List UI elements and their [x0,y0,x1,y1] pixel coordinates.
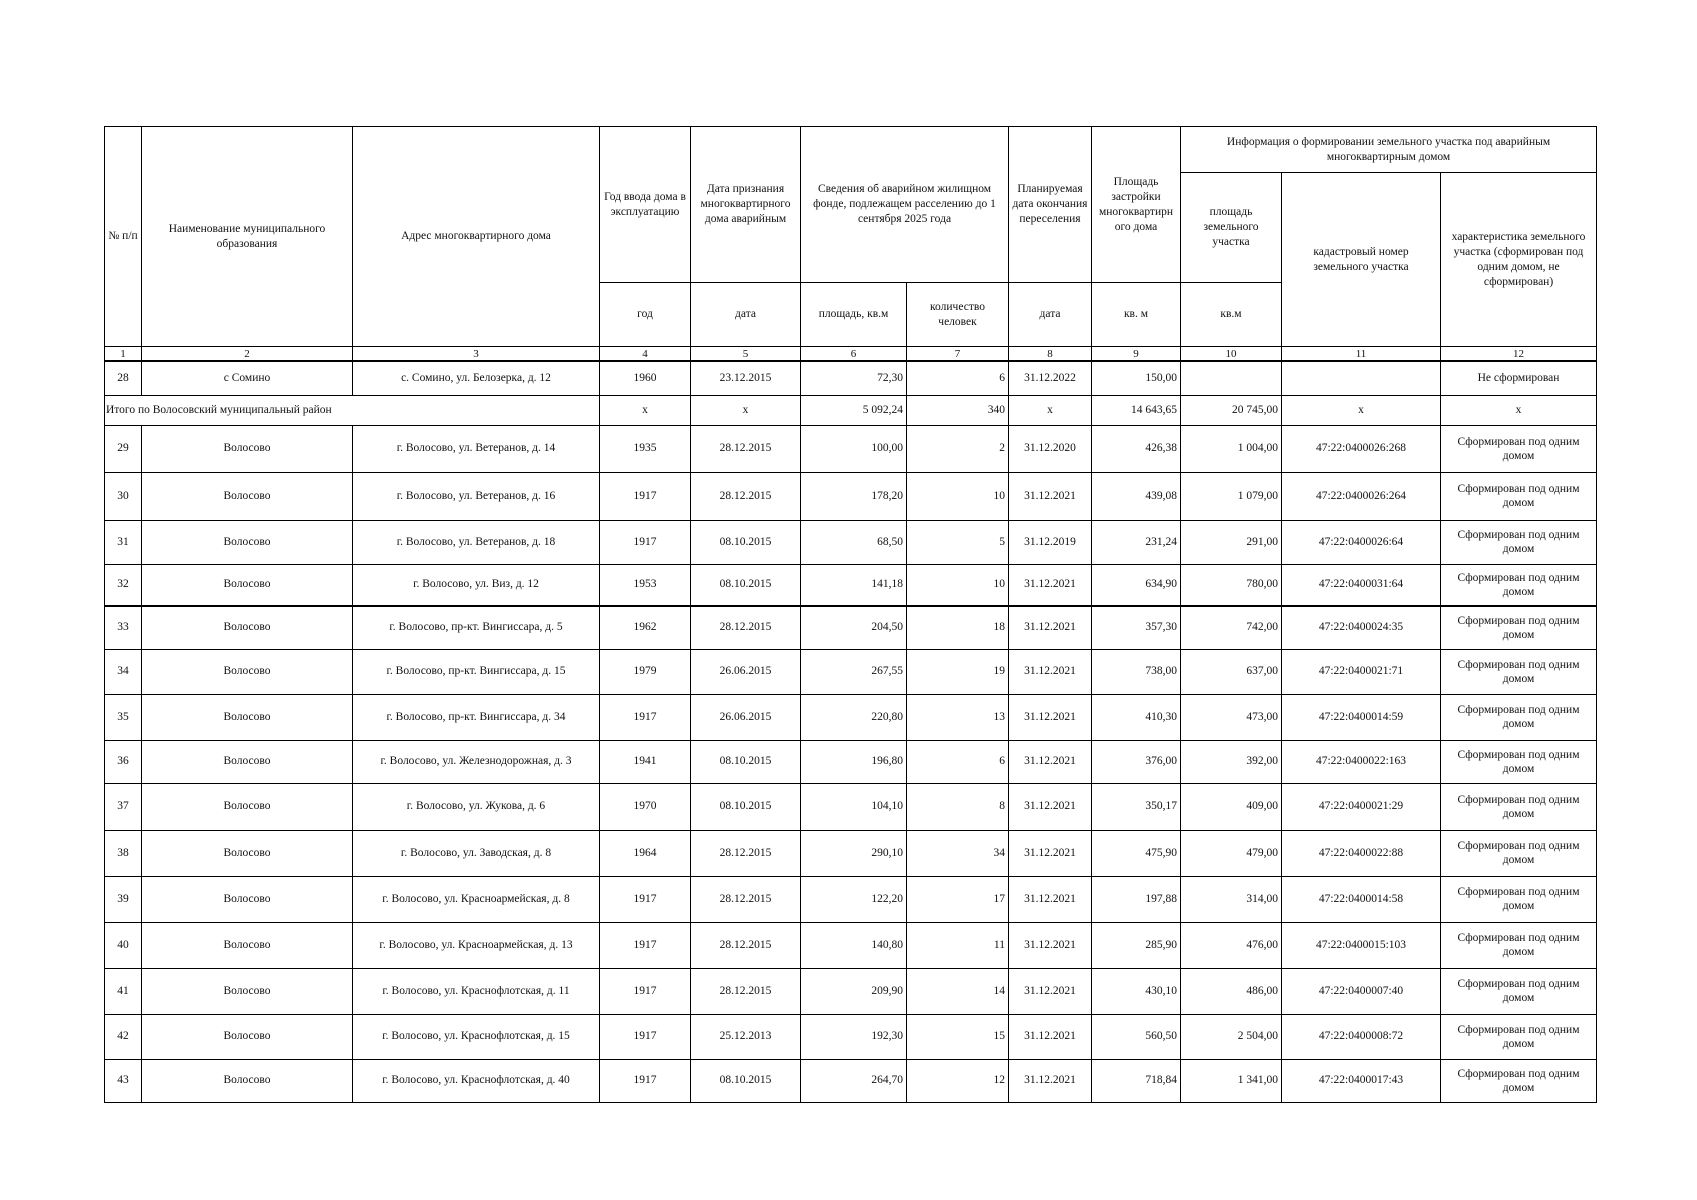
cell-municipality: с Сомино [142,361,353,395]
cell-building-area: 426,38 [1092,425,1181,472]
cell-date: 08.10.2015 [691,520,801,564]
cell-land-area: 742,00 [1181,606,1282,649]
table-row [105,520,1597,564]
cell-date: 28.12.2015 [691,606,801,649]
cell-land-area [1181,361,1282,395]
cell-building-area: 634,90 [1092,564,1181,606]
cell-area: 220,80 [801,694,907,740]
cell-planned: 31.12.2021 [1009,1014,1092,1059]
cell-municipality: Волосово [142,564,353,606]
table-row [105,606,1597,649]
cell-num: 34 [105,649,142,694]
cell-address: г. Волосово, пр-кт. Вингиссара, д. 5 [353,606,600,649]
cell-area: 140,80 [801,922,907,968]
cell-land-area: 2 504,00 [1181,1014,1282,1059]
cell-address: г. Волосово, ул. Краснофлотская, д. 40 [353,1059,600,1102]
cell-year: 1964 [600,830,691,876]
cell-num: 32 [105,564,142,606]
cell-municipality: Волосово [142,783,353,830]
cell-people: 11 [907,922,1009,968]
cell-land-area: 476,00 [1181,922,1282,968]
cell-cadastral: 47:22:0400026:264 [1282,472,1441,520]
cell-cadastral: 47:22:0400021:29 [1282,783,1441,830]
table-row [105,649,1597,694]
cell-year: 1941 [600,740,691,783]
cell-land-area: 637,00 [1181,649,1282,694]
cell-status: Сформирован под одним домом [1441,876,1597,922]
cell-land-area: 486,00 [1181,968,1282,1014]
unit-people: количество человек [907,283,1009,347]
cell-cadastral: 47:22:0400022:163 [1282,740,1441,783]
cell-planned: 31.12.2020 [1009,425,1092,472]
cell-status: Сформирован под одним домом [1441,520,1597,564]
cell-area: 209,90 [801,968,907,1014]
header-planned-date: Планируемая дата окончания переселения [1009,127,1092,283]
cell-year: 1917 [600,520,691,564]
cell-address: г. Волосово, ул. Заводская, д. 8 [353,830,600,876]
cell-year: 1935 [600,425,691,472]
cell-address: г. Волосово, ул. Ветеранов, д. 16 [353,472,600,520]
cell-cadastral: 47:22:0400008:72 [1282,1014,1441,1059]
cell-date: 28.12.2015 [691,876,801,922]
cell-land-area: 392,00 [1181,740,1282,783]
cell-date: 28.12.2015 [691,968,801,1014]
cell-area: 104,10 [801,783,907,830]
cell-cadastral: 47:22:0400024:35 [1282,606,1441,649]
cell-people: 5 [907,520,1009,564]
cell-status: Сформирован под одним домом [1441,649,1597,694]
cell-municipality: Волосово [142,830,353,876]
cell-land-area: 479,00 [1181,830,1282,876]
cell-people: 13 [907,694,1009,740]
cell-date: 26.06.2015 [691,694,801,740]
cell-planned: 31.12.2021 [1009,740,1092,783]
cell-planned: 31.12.2021 [1009,694,1092,740]
table-row [105,361,1597,395]
cell-area: 141,18 [801,564,907,606]
unit-date: дата [691,283,801,347]
cell-building-area: 410,30 [1092,694,1181,740]
cell-num: 41 [105,968,142,1014]
cell-building-area: 231,24 [1092,520,1181,564]
cell-people: 8 [907,783,1009,830]
cell-status: Сформирован под одним домом [1441,1014,1597,1059]
table-body [105,361,1597,1102]
cell-municipality: Волосово [142,740,353,783]
table-row [105,694,1597,740]
cell-address: г. Волосово, ул. Краснофлотская, д. 11 [353,968,600,1014]
cell-date: 28.12.2015 [691,830,801,876]
unit-sqm: кв. м [1092,283,1181,347]
cell-area: 290,10 [801,830,907,876]
cell-address: г. Волосово, ул. Красноармейская, д. 13 [353,922,600,968]
document-sheet [104,126,1596,1103]
cell-people: 17 [907,876,1009,922]
column-number: 5 [691,347,801,362]
unit-date2: дата [1009,283,1092,347]
cell-cadastral: 47:22:0400022:88 [1282,830,1441,876]
cell-address: с. Сомино, ул. Белозерка, д. 12 [353,361,600,395]
cell-municipality: Волосово [142,968,353,1014]
total-status: х [1441,395,1597,425]
unit-land: кв.м [1181,283,1282,347]
cell-building-area: 197,88 [1092,876,1181,922]
emergency-housing-table [104,126,1597,1103]
cell-planned: 31.12.2021 [1009,606,1092,649]
column-number: 11 [1282,347,1441,362]
total-building-area: 14 643,65 [1092,395,1181,425]
total-land-area: 20 745,00 [1181,395,1282,425]
cell-cadastral: 47:22:0400017:43 [1282,1059,1441,1102]
cell-year: 1917 [600,1059,691,1102]
cell-municipality: Волосово [142,694,353,740]
cell-area: 267,55 [801,649,907,694]
cell-planned: 31.12.2021 [1009,968,1092,1014]
column-number: 7 [907,347,1009,362]
cell-num: 30 [105,472,142,520]
total-row [105,395,1597,425]
cell-building-area: 150,00 [1092,361,1181,395]
cell-building-area: 285,90 [1092,922,1181,968]
cell-date: 25.12.2013 [691,1014,801,1059]
cell-num: 40 [105,922,142,968]
header-date-emergency: Дата признания многоквартирного дома аварийным [691,127,801,283]
cell-people: 12 [907,1059,1009,1102]
cell-municipality: Волосово [142,1014,353,1059]
cell-status: Сформирован под одним домом [1441,694,1597,740]
cell-address: г. Волосово, ул. Ветеранов, д. 14 [353,425,600,472]
cell-num: 37 [105,783,142,830]
column-number: 4 [600,347,691,362]
cell-municipality: Волосово [142,425,353,472]
cell-year: 1917 [600,922,691,968]
total-label: Итого по Волосовский муниципальный район [105,395,600,425]
cell-municipality: Волосово [142,472,353,520]
column-number: 1 [105,347,142,362]
total-planned: х [1009,395,1092,425]
column-number: 10 [1181,347,1282,362]
cell-status: Сформирован под одним домом [1441,968,1597,1014]
cell-municipality: Волосово [142,520,353,564]
cell-year: 1917 [600,876,691,922]
cell-land-area: 473,00 [1181,694,1282,740]
cell-date: 08.10.2015 [691,783,801,830]
header-municipality: Наименование муниципального образования [142,127,353,347]
total-year: х [600,395,691,425]
header-num: № п/п [105,127,142,347]
column-number: 2 [142,347,353,362]
cell-building-area: 475,90 [1092,830,1181,876]
cell-year: 1917 [600,1014,691,1059]
cell-people: 6 [907,740,1009,783]
cell-area: 178,20 [801,472,907,520]
cell-address: г. Волосово, пр-кт. Вингиссара, д. 15 [353,649,600,694]
cell-people: 15 [907,1014,1009,1059]
header-emergency-fund: Сведения об аварийном жилищном фонде, подлежащем расселению до 1 сентября 2025 года [801,127,1009,283]
column-number: 6 [801,347,907,362]
cell-land-area: 1 341,00 [1181,1059,1282,1102]
header-year-built: Год ввода дома в эксплуатацию [600,127,691,283]
total-people: 340 [907,395,1009,425]
cell-land-area: 780,00 [1181,564,1282,606]
cell-building-area: 560,50 [1092,1014,1181,1059]
cell-status: Сформирован под одним домом [1441,922,1597,968]
cell-planned: 31.12.2021 [1009,649,1092,694]
cell-address: г. Волосово, ул. Железнодорожная, д. 3 [353,740,600,783]
cell-address: г. Волосово, ул. Краснофлотская, д. 15 [353,1014,600,1059]
cell-building-area: 718,84 [1092,1059,1181,1102]
cell-address: г. Волосово, ул. Виз, д. 12 [353,564,600,606]
unit-year: год [600,283,691,347]
cell-land-area: 314,00 [1181,876,1282,922]
cell-num: 39 [105,876,142,922]
cell-land-area: 1 079,00 [1181,472,1282,520]
cell-status: Сформирован под одним домом [1441,472,1597,520]
cell-year: 1960 [600,361,691,395]
cell-cadastral: 47:22:0400015:103 [1282,922,1441,968]
table-row [105,922,1597,968]
cell-people: 18 [907,606,1009,649]
cell-num: 38 [105,830,142,876]
cell-address: г. Волосово, пр-кт. Вингиссара, д. 34 [353,694,600,740]
column-number: 12 [1441,347,1597,362]
cell-building-area: 376,00 [1092,740,1181,783]
cell-planned: 31.12.2021 [1009,564,1092,606]
cell-num: 33 [105,606,142,649]
cell-status: Сформирован под одним домом [1441,564,1597,606]
cell-date: 08.10.2015 [691,564,801,606]
total-date: х [691,395,801,425]
cell-address: г. Волосово, ул. Красноармейская, д. 8 [353,876,600,922]
cell-address: г. Волосово, ул. Ветеранов, д. 18 [353,520,600,564]
cell-address: г. Волосово, ул. Жукова, д. 6 [353,783,600,830]
cell-cadastral: 47:22:0400026:64 [1282,520,1441,564]
cell-cadastral: 47:22:0400021:71 [1282,649,1441,694]
cell-num: 36 [105,740,142,783]
cell-area: 68,50 [801,520,907,564]
cell-cadastral: 47:22:0400031:64 [1282,564,1441,606]
cell-num: 42 [105,1014,142,1059]
table-header [105,127,1597,362]
total-cadastral: х [1282,395,1441,425]
table-row [105,1059,1597,1102]
cell-status: Сформирован под одним домом [1441,830,1597,876]
table-row [105,876,1597,922]
cell-date: 08.10.2015 [691,1059,801,1102]
cell-municipality: Волосово [142,649,353,694]
unit-area: площадь, кв.м [801,283,907,347]
column-number-row [105,347,1597,362]
header-cadastral: кадастровый номер земельного участка [1282,173,1441,347]
cell-area: 204,50 [801,606,907,649]
cell-cadastral: 47:22:0400007:40 [1282,968,1441,1014]
total-area: 5 092,24 [801,395,907,425]
cell-year: 1917 [600,968,691,1014]
cell-municipality: Волосово [142,922,353,968]
cell-area: 100,00 [801,425,907,472]
cell-municipality: Волосово [142,876,353,922]
cell-planned: 31.12.2021 [1009,472,1092,520]
cell-year: 1979 [600,649,691,694]
cell-year: 1970 [600,783,691,830]
cell-people: 6 [907,361,1009,395]
cell-date: 26.06.2015 [691,649,801,694]
cell-area: 72,30 [801,361,907,395]
cell-people: 34 [907,830,1009,876]
cell-land-area: 409,00 [1181,783,1282,830]
cell-building-area: 439,08 [1092,472,1181,520]
table-row [105,425,1597,472]
cell-municipality: Волосово [142,606,353,649]
header-land-area: площадь земельного участка [1181,173,1282,283]
cell-date: 23.12.2015 [691,361,801,395]
table-row [105,783,1597,830]
cell-building-area: 738,00 [1092,649,1181,694]
cell-num: 29 [105,425,142,472]
cell-land-area: 1 004,00 [1181,425,1282,472]
cell-num: 35 [105,694,142,740]
cell-cadastral: 47:22:0400026:268 [1282,425,1441,472]
cell-planned: 31.12.2019 [1009,520,1092,564]
cell-people: 2 [907,425,1009,472]
cell-status: Сформирован под одним домом [1441,1059,1597,1102]
cell-num: 43 [105,1059,142,1102]
cell-building-area: 357,30 [1092,606,1181,649]
table-row [105,1014,1597,1059]
header-land-char: характеристика земельного участка (сформирован под одним домом, не сформирован) [1441,173,1597,347]
table-row [105,830,1597,876]
cell-date: 28.12.2015 [691,472,801,520]
cell-people: 10 [907,564,1009,606]
cell-year: 1917 [600,694,691,740]
cell-planned: 31.12.2021 [1009,922,1092,968]
table-row [105,968,1597,1014]
cell-area: 122,20 [801,876,907,922]
cell-planned: 31.12.2021 [1009,830,1092,876]
cell-planned: 31.12.2021 [1009,1059,1092,1102]
cell-building-area: 350,17 [1092,783,1181,830]
cell-year: 1917 [600,472,691,520]
cell-land-area: 291,00 [1181,520,1282,564]
cell-date: 08.10.2015 [691,740,801,783]
cell-num: 31 [105,520,142,564]
column-number: 8 [1009,347,1092,362]
cell-area: 192,30 [801,1014,907,1059]
cell-num: 28 [105,361,142,395]
cell-people: 19 [907,649,1009,694]
cell-status: Сформирован под одним домом [1441,783,1597,830]
cell-planned: 31.12.2021 [1009,783,1092,830]
cell-building-area: 430,10 [1092,968,1181,1014]
cell-cadastral: 47:22:0400014:59 [1282,694,1441,740]
cell-year: 1953 [600,564,691,606]
cell-area: 196,80 [801,740,907,783]
cell-people: 10 [907,472,1009,520]
cell-people: 14 [907,968,1009,1014]
table-row [105,740,1597,783]
cell-planned: 31.12.2021 [1009,876,1092,922]
cell-area: 264,70 [801,1059,907,1102]
column-number: 9 [1092,347,1181,362]
cell-cadastral: 47:22:0400014:58 [1282,876,1441,922]
header-building-area: Площадь застройки многоквартирн ого дома [1092,127,1181,283]
column-number: 3 [353,347,600,362]
cell-date: 28.12.2015 [691,425,801,472]
header-land-info: Информация о формировании земельного участка под аварийным многоквартирным домом [1181,127,1597,173]
cell-cadastral [1282,361,1441,395]
cell-year: 1962 [600,606,691,649]
header-address: Адрес многоквартирного дома [353,127,600,347]
cell-status: Не сформирован [1441,361,1597,395]
cell-date: 28.12.2015 [691,922,801,968]
cell-status: Сформирован под одним домом [1441,606,1597,649]
cell-planned: 31.12.2022 [1009,361,1092,395]
table-row [105,472,1597,520]
cell-status: Сформирован под одним домом [1441,425,1597,472]
cell-municipality: Волосово [142,1059,353,1102]
cell-status: Сформирован под одним домом [1441,740,1597,783]
table-row [105,564,1597,606]
